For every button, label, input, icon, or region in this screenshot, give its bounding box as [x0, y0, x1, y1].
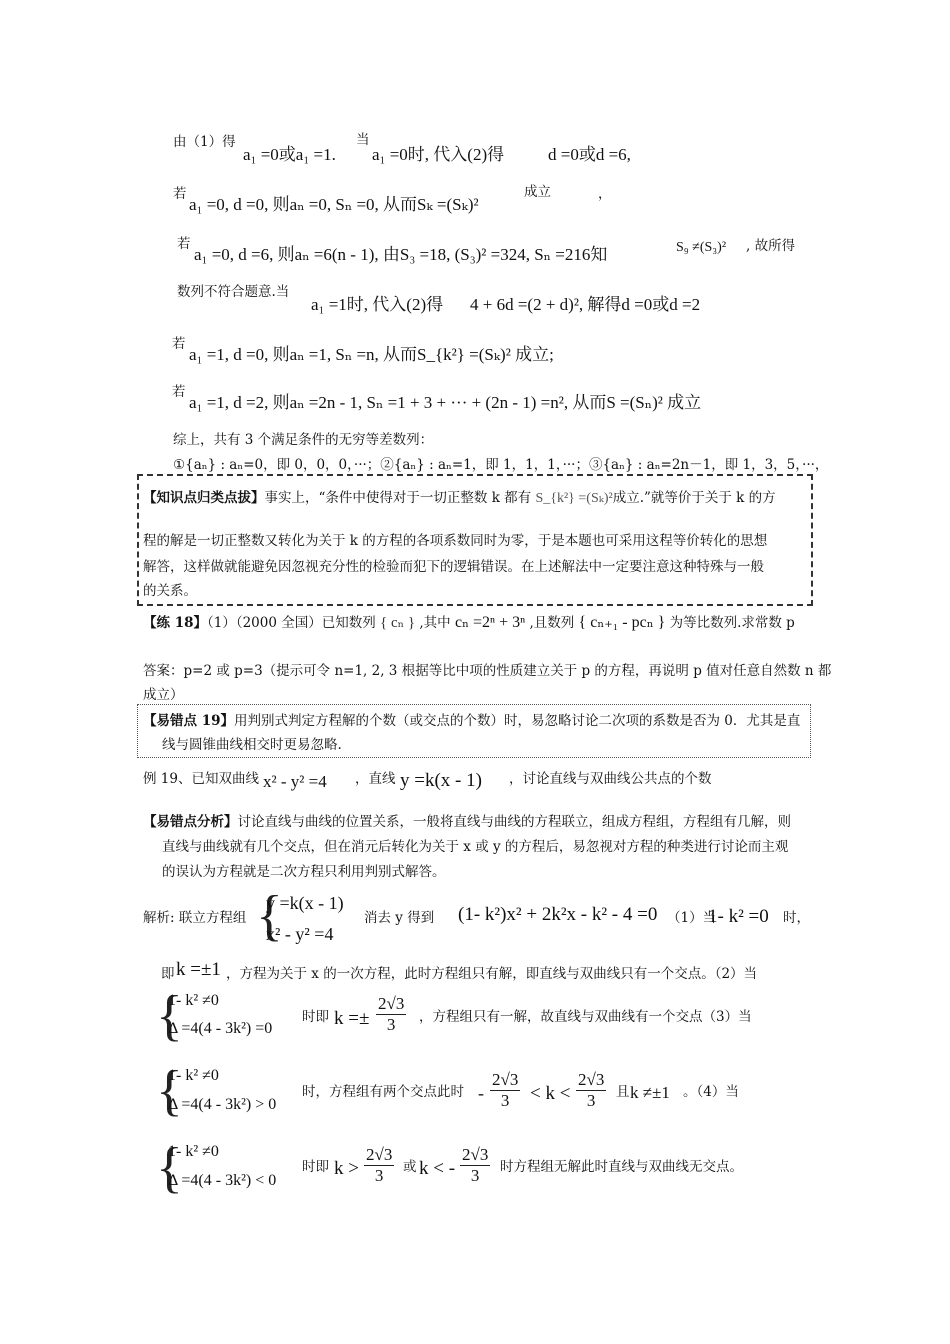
solution-text-6: ，方程为关于 x 的一次方程，此时方程组只有解，即直线与双曲线只有一个交点。（2）当: [226, 966, 758, 982]
knowledge-text-2: 程的解是一切正整数又转化为关于 k 的方程的各项系数同时为零，于是本题也可采用这程等价转化的思想: [143, 533, 768, 549]
text-sequences: ①{aₙ} : aₙ=0，即 0，0，0，···；②{aₙ} : aₙ=1，即 1，1，1，···；③{aₙ} : aₙ=2n－1，即 1，3，5，···，: [173, 457, 829, 473]
case4-brace: {: [156, 1137, 183, 1199]
knowledge-text-4: 的关系。: [143, 583, 197, 599]
system-brace: {: [256, 885, 283, 947]
case2-brace: {: [156, 985, 183, 1047]
example-math-2: y =k(x - 1): [400, 770, 482, 791]
case3-fraction-2-den: 3: [586, 1091, 596, 1110]
answer-text-2: 成立）: [143, 687, 184, 703]
solution-text-3: （1）当: [667, 910, 717, 926]
exercise-text-1: （1）（2000 全国）已知数列: [207, 615, 376, 631]
text-l2-d: ，: [598, 186, 612, 202]
case4-text-1: 时即: [302, 1159, 329, 1175]
case2-cond-1: 1- k² ≠0: [168, 992, 219, 1009]
case2-text-1: 时即: [302, 1009, 329, 1025]
example-text-3: ，讨论直线与双曲线公共点的个数: [509, 771, 712, 787]
case4-fraction-2-den: 3: [470, 1166, 480, 1185]
knowledge-text-1b: 成立.”就等价于关于 k 的方: [612, 490, 776, 506]
knowledge-math: S_{k²} =(Sₖ)²: [535, 491, 613, 506]
text-l3-a: 若: [177, 236, 191, 252]
solution-math-2: 1- k² =0: [708, 906, 769, 927]
example-text-2: ，直线: [355, 771, 396, 787]
math-l6-b: a₁ =1, d =2, 则aₙ =2n - 1, Sₙ =1 + 3 + ··· + (2n - 1) =n², 从而S =(Sₙ)² 成立: [189, 393, 702, 412]
solution-text-4: 时，: [783, 910, 810, 926]
solution-math-1: (1- k²)x² + 2k²x - k² - 4 =0: [458, 904, 658, 925]
text-l1-c: 当: [356, 132, 370, 148]
text-summary: 综上，共有 3 个满足条件的无穷等差数列：: [173, 432, 434, 448]
answer-text-1: 答案：p=2 或 p=3（提示可令 n=1, 2, 3 根据等比中项的性质建立关于 p 的方程，再说明 p 值对任意自然数 n 都: [143, 663, 832, 679]
math-l5-b: a₁ =1, d =0, 则aₙ =1, Sₙ =n, 从而S_{k²} =(Sₖ)² 成立;: [189, 345, 554, 364]
text-l1-a: 由（1）得: [173, 134, 236, 150]
case3-minus: -: [478, 1083, 484, 1103]
case2-fraction-den: 3: [386, 1015, 396, 1034]
exercise-heading: 【练 18】: [143, 615, 207, 631]
text-l4-a: 数列不符合题意.当: [177, 284, 290, 300]
case3-cond-1: 1- k² ≠0: [168, 1067, 219, 1084]
case2-cond-2: Δ =4(4 - 3k²) =0: [168, 1020, 273, 1037]
math-l1-b: a₁ =0或a₁ =1.: [243, 145, 336, 164]
solution-text-1: 解析: 联立方程组: [143, 910, 247, 926]
case4-text-2: 或: [403, 1159, 417, 1175]
exercise-text-2: ,其中: [419, 615, 451, 631]
system-eq-2: x² - y² =4: [266, 924, 334, 944]
knowledge-text-1: 事实上，“条件中使得对于一切正整数 k 都有: [264, 490, 532, 506]
case4-fraction-1-num: 2√3: [366, 1145, 393, 1164]
case4-math-2: k < -: [419, 1158, 456, 1179]
case3-text-2: 且: [616, 1084, 630, 1100]
exercise-math-1: { cₙ }: [380, 615, 416, 631]
case3-brace: {: [156, 1060, 183, 1122]
solution-math-3: k =±1: [176, 959, 221, 980]
case2-math: k =±: [334, 1008, 370, 1029]
math-l4-b: a₁ =1时, 代入(2)得: [311, 295, 444, 314]
text-l3-d: , 故所得: [746, 238, 796, 254]
case4-text-3: 时方程组无解此时直线与双曲线无交点。: [500, 1159, 743, 1175]
case4-fraction-1-den: 3: [374, 1166, 384, 1185]
math-l4-c: 4 + 6d =(2 + d)², 解得d =0或d =2: [470, 295, 701, 314]
case2-fraction-num: 2√3: [378, 994, 405, 1013]
solution-text-5: 即: [161, 966, 175, 982]
analysis-text-2: 直线与曲线就有几个交点，但在消元后转化为关于 x 或 y 的方程后，易忽视对方程的种类进行讨论而主观: [162, 839, 789, 855]
case3-text-1: 时，方程组有两个交点此时: [302, 1084, 464, 1100]
knowledge-text-3: 解答，这样做就能避免因忽视充分性的检验而犯下的逻辑错误。在上述解法中一定要注意这种特殊与一般: [143, 559, 764, 575]
text-l2-a: 若: [173, 186, 187, 202]
error-text-2: 线与圆锥曲线相交时更易忽略.: [162, 737, 342, 753]
exercise-math-3: { cₙ₊₁ - pcₙ }: [578, 614, 666, 631]
analysis-heading: 【易错点分析】: [143, 814, 238, 830]
case3-ineq: < k <: [530, 1083, 571, 1104]
error-text-1: 用判别式判定方程解的个数（或交点的个数）时，易忽略讨论二次项的系数是否为 0．尤其是直: [234, 713, 801, 729]
case4-math-1: k >: [334, 1158, 359, 1179]
exercise-text-3: ,且数列: [529, 615, 575, 631]
case3-fraction-2: [576, 1070, 606, 1111]
case3-fraction-1-num: 2√3: [492, 1070, 519, 1089]
knowledge-line-1: [143, 486, 776, 507]
exercise-text-4: 为等比数列.求常数 p: [669, 615, 795, 631]
example-math-1: x² - y² =4: [263, 772, 327, 791]
case3-fraction-1: [490, 1070, 520, 1111]
case3-fraction-2-num: 2√3: [578, 1070, 605, 1089]
case3-math: k ≠±1: [630, 1083, 670, 1102]
solution-text-2: 消去 y 得到: [364, 910, 435, 926]
math-l3-c: S₉ ≠(S₃)²: [676, 240, 727, 255]
case2-text-2: ，方程组只有一解，故直线与双曲线有一个交点（3）当: [419, 1009, 752, 1025]
analysis-text-3: 的误认为方程就是二次方程只利用判别式解答。: [162, 864, 446, 880]
error-heading: 【易错点 19】: [143, 713, 234, 729]
case4-fraction-1: [364, 1145, 394, 1186]
math-l2-b: a₁ =0, d =0, 则aₙ =0, Sₙ =0, 从而Sₖ =(Sₖ)²: [189, 195, 479, 214]
case3-text-3: 。（4）当: [683, 1084, 739, 1100]
case4-cond-1: 1- k² ≠0: [168, 1143, 219, 1160]
knowledge-heading: 【知识点归类点拔】: [143, 490, 265, 506]
example-text-1: 例 19、已知双曲线: [143, 771, 259, 787]
system-eq-1: y =k(x - 1): [266, 893, 344, 913]
math-l3-b: a₁ =0, d =6, 则aₙ =6(n - 1), 由S₃ =18, (S₃)² =324, Sₙ =216知: [194, 245, 608, 264]
analysis-line-1: [143, 810, 791, 830]
error-line-1: [143, 709, 800, 729]
text-l2-c: 成立: [524, 184, 551, 200]
math-l1-d: a₁ =0时, 代入(2)得: [372, 145, 505, 164]
case3-cond-2: Δ =4(4 - 3k²) > 0: [168, 1096, 277, 1113]
case3-fraction-1-den: 3: [500, 1091, 510, 1110]
case4-fraction-2-num: 2√3: [462, 1145, 489, 1164]
exercise-line: [143, 611, 795, 632]
case4-cond-2: Δ =4(4 - 3k²) < 0: [168, 1172, 277, 1189]
text-l5-a: 若: [172, 336, 186, 352]
case4-fraction-2: [460, 1145, 490, 1186]
analysis-text-1: 讨论直线与曲线的位置关系，一般将直线与曲线的方程联立，组成方程组，方程组有几解，则: [237, 814, 791, 830]
text-l6-a: 若: [172, 384, 186, 400]
math-l1-e: d =0或d =6,: [548, 145, 631, 164]
case2-fraction: [376, 994, 406, 1035]
exercise-math-2: cₙ =2ⁿ + 3ⁿ: [454, 614, 526, 631]
